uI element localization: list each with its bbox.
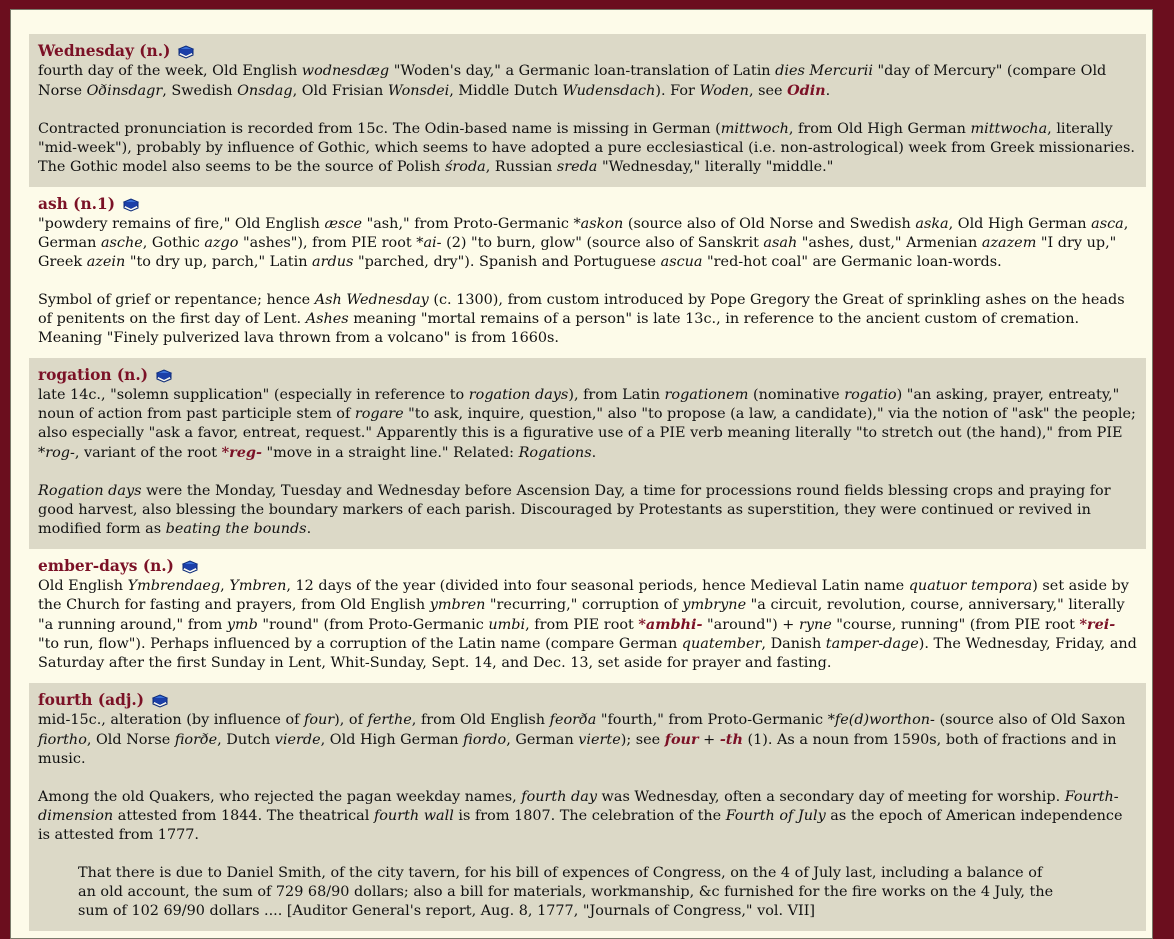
italic-term: Rogation days (38, 483, 142, 499)
blockquote-citation: That there is due to Daniel Smith, of the city tavern, for his bill of expences of Congress, on the 4 of July last, including a balance of an old account, the sum of 729 68/90 dollars; also a bill for materials, workmanship, &c furnished for the fire works on the 4 July, the sum of 102 69/90 dollars .... [Auditor General's report, Aug. 8, 1777, "Journals of Congress," vol. VII] (78, 865, 1054, 919)
entry-paragraph: Contracted pronunciation is recorded from 15c. The Odin-based name is missing in German (mittwoch, from Old High German mittwocha, literally "mid-week"), probably by influence of Gothic, which seems to have adopted a pure ecclesiastical (i.e. non-astrological) week from Greek missionaries. The Gothic model also seems to be the source of Polish środa, Russian sreda "Wednesday," literally "middle." (38, 121, 1135, 175)
italic-term: Fourth of July (725, 808, 826, 824)
italic-term: asche (100, 235, 143, 251)
italic-term: dies Mercurii (775, 63, 873, 79)
entry-paragraph: Old English Ymbrendaeg, Ymbren, 12 days of the year (divided into four seasonal periods, hence Medieval Latin name quatuor tempora) set aside by the Church for fasting and prayers, from Old English ymbren "recurring," corruption of ymbryne "a circuit, revolution, course, anniversary," literally "a running around," from ymb "round" (from Proto-Germanic umbi, from PIE root *ambhi- "around") + ryne "course, running" (from PIE root *rei- "to run, flow"). Perhaps influenced by a corruption of the Latin name (compare German quatember, Danish tamper-dage). The Wednesday, Friday, and Saturday after the first Sunday in Lent, Whit-Sunday, Sept. 14, and Dec. 13, set aside for prayer and fasting. (38, 578, 1137, 671)
italic-term: rogatio (844, 387, 897, 403)
cross-reference-link[interactable]: Odin (787, 82, 826, 99)
cross-reference-link[interactable]: *reg- (221, 444, 262, 461)
headword-text: rogation (n.) (38, 366, 148, 384)
headword-text: Wednesday (n.) (38, 42, 171, 60)
italic-term: tamper-dage (825, 636, 919, 652)
italic-term: *fe(d)worthon- (827, 712, 935, 728)
italic-term: Ash Wednesday (314, 292, 429, 308)
italic-term: *rog- (38, 445, 75, 461)
blue-book-icon[interactable] (181, 560, 199, 574)
italic-term: Onsdag (237, 83, 293, 99)
italic-term: Ashes (305, 311, 349, 327)
entry-paragraph: Among the old Quakers, who rejected the pagan weekday names, fourth day was Wednesday, often a secondary day of meeting for worship. Fourth-dimension attested from 1844. The theatrical fourth wall is from 1807. The celebration of the Fourth of July as the epoch of American independence is attested from 1777. (38, 789, 1123, 843)
italic-term: Fourth-dimension (38, 789, 1119, 824)
italic-term: *ai- (416, 235, 442, 251)
italic-term: quatember (681, 636, 762, 652)
italic-term: aska (915, 216, 949, 232)
italic-term: środa (445, 159, 486, 175)
italic-term: æsce (324, 216, 363, 232)
italic-term: feorða (549, 712, 597, 728)
italic-term: ymbren (429, 597, 486, 613)
italic-term: vierte (578, 732, 621, 748)
italic-term: mittwocha (970, 121, 1048, 137)
entry-paragraph: fourth day of the week, Old English wodnesdæg "Woden's day," a Germanic loan-translation of Latin dies Mercurii "day of Mercury" (compare Old Norse Oðinsdagr, Swedish Onsdag, Old Frisian Wonsdei, Middle Dutch Wudensdach). For Woden, see Odin. (38, 63, 1107, 99)
italic-term: fiortho (38, 732, 87, 748)
headword-text: fourth (adj.) (38, 691, 145, 709)
italic-term: ferthe (367, 712, 412, 728)
italic-term: umbi (488, 617, 526, 633)
entries-list (29, 34, 1146, 931)
italic-term: ryne (798, 617, 832, 633)
italic-term: four (304, 712, 335, 728)
italic-term: ymbryne (682, 597, 747, 613)
entry-headword (38, 691, 169, 710)
entry-headword (38, 366, 173, 385)
italic-term: ascua (660, 254, 703, 270)
italic-term: asca (1091, 216, 1124, 232)
blue-book-icon[interactable] (151, 694, 169, 708)
italic-term: fiorðe (174, 732, 218, 748)
italic-term: mittwoch (720, 121, 789, 137)
entry-paragraph: "powdery remains of fire," Old English æsce "ash," from Proto-Germanic *askon (source also of Old Norse and Swedish aska, Old High German asca, German asche, Gothic azgo "ashes"), from PIE root *ai- (2) "to burn, glow" (source also of Sanskrit asah "ashes, dust," Armenian azazem "I dry up," Greek azein "to dry up, parch," Latin ardus "parched, dry"). Spanish and Portuguese ascua "red-hot coal" are Germanic loan-words. (38, 216, 1129, 270)
cross-reference-link[interactable]: four (664, 731, 699, 748)
italic-term: Woden (699, 83, 749, 99)
italic-term: azgo (204, 235, 239, 251)
italic-term: Oðinsdagr (86, 83, 163, 99)
entry-headword (38, 42, 195, 61)
blue-book-icon[interactable] (122, 198, 140, 212)
entry-paragraph: late 14c., "solemn supplication" (especially in reference to rogation days), from Latin rogationem (nominative rogatio) "an asking, prayer, entreaty," noun of action from past participle stem of rogare "to ask, inquire, question," also "to propose (a law, a candidate)," via the notion of "ask" the people; also especially "ask a favor, entreat, request." Apparently this is a figurative use of a PIE verb meaning literally "to stretch out (the hand)," from PIE *rog-, variant of the root *reg- "move in a straight line." Related: Rogations. (38, 387, 1136, 461)
italic-term: fiordo (463, 732, 507, 748)
italic-term: azein (86, 254, 126, 270)
blue-book-icon[interactable] (177, 45, 195, 59)
cross-reference-link[interactable]: *ambhi- (638, 616, 703, 633)
italic-term: quatuor tempora (908, 578, 1033, 594)
italic-term: rogationem (664, 387, 749, 403)
italic-term: asah (763, 235, 798, 251)
italic-term: sreda (556, 159, 598, 175)
entry-headword (38, 557, 199, 576)
cross-reference-link[interactable]: *rei- (1079, 616, 1116, 633)
italic-term: beating the bounds (165, 521, 307, 537)
italic-term: rogation days (468, 387, 569, 403)
entry-paragraph: Symbol of grief or repentance; hence Ash Wednesday (c. 1300), from custom introduced by Pope Gregory the Great of sprinkling ashes on the heads of penitents on the first day of Lent. Ashes meaning "mortal remains of a person" is late 13c., in reference to the ancient custom of cremation. Meaning "Finely pulverized lava thrown from a volcano" is from 1660s. (38, 292, 1125, 346)
dictionary-entry (29, 187, 1146, 358)
italic-term: ardus (312, 254, 354, 270)
italic-term: *askon (573, 216, 624, 232)
italic-term: Wonsdei (387, 83, 450, 99)
cross-reference-link[interactable]: -th (719, 731, 743, 748)
dictionary-entry (29, 549, 1146, 683)
italic-term: wodnesdæg (301, 63, 390, 79)
entry-paragraph: Rogation days were the Monday, Tuesday and Wednesday before Ascension Day, a time for processions round fields blessing crops and praying for good harvest, also blessing the boundary markers of each parish. Discouraged by Protestants as superstition, they were continued or revived in modified form as beating the bounds. (38, 483, 1111, 537)
italic-term: vierde (274, 732, 321, 748)
headword-text: ember-days (n.) (38, 557, 174, 575)
italic-term: Rogations (518, 445, 592, 461)
dictionary-entry (29, 683, 1146, 931)
entry-paragraph: mid-15c., alteration (by influence of four), of ferthe, from Old English feorða "fourth," from Proto-Germanic *fe(d)worthon- (source also of Old Saxon fiortho, Old Norse fiorðe, Dutch vierde, Old High German fiordo, German vierte); see four + -th (1). As a noun from 1590s, both of fractions and in music. (38, 712, 1126, 767)
italic-term: Ymbren (229, 578, 287, 594)
dictionary-entry (29, 34, 1146, 187)
italic-term: ymb (226, 617, 258, 633)
blue-book-icon[interactable] (155, 369, 173, 383)
italic-term: azazem (981, 235, 1037, 251)
italic-term: fourth day (521, 789, 597, 805)
italic-term: Wudensdach (562, 83, 656, 99)
content-frame (10, 9, 1153, 939)
italic-term: fourth wall (373, 808, 454, 824)
entry-headword (38, 195, 140, 214)
italic-term: Ymbrendaeg (127, 578, 221, 594)
dictionary-entry (29, 358, 1146, 549)
italic-term: rogare (354, 406, 404, 422)
headword-text: ash (n.1) (38, 195, 116, 213)
